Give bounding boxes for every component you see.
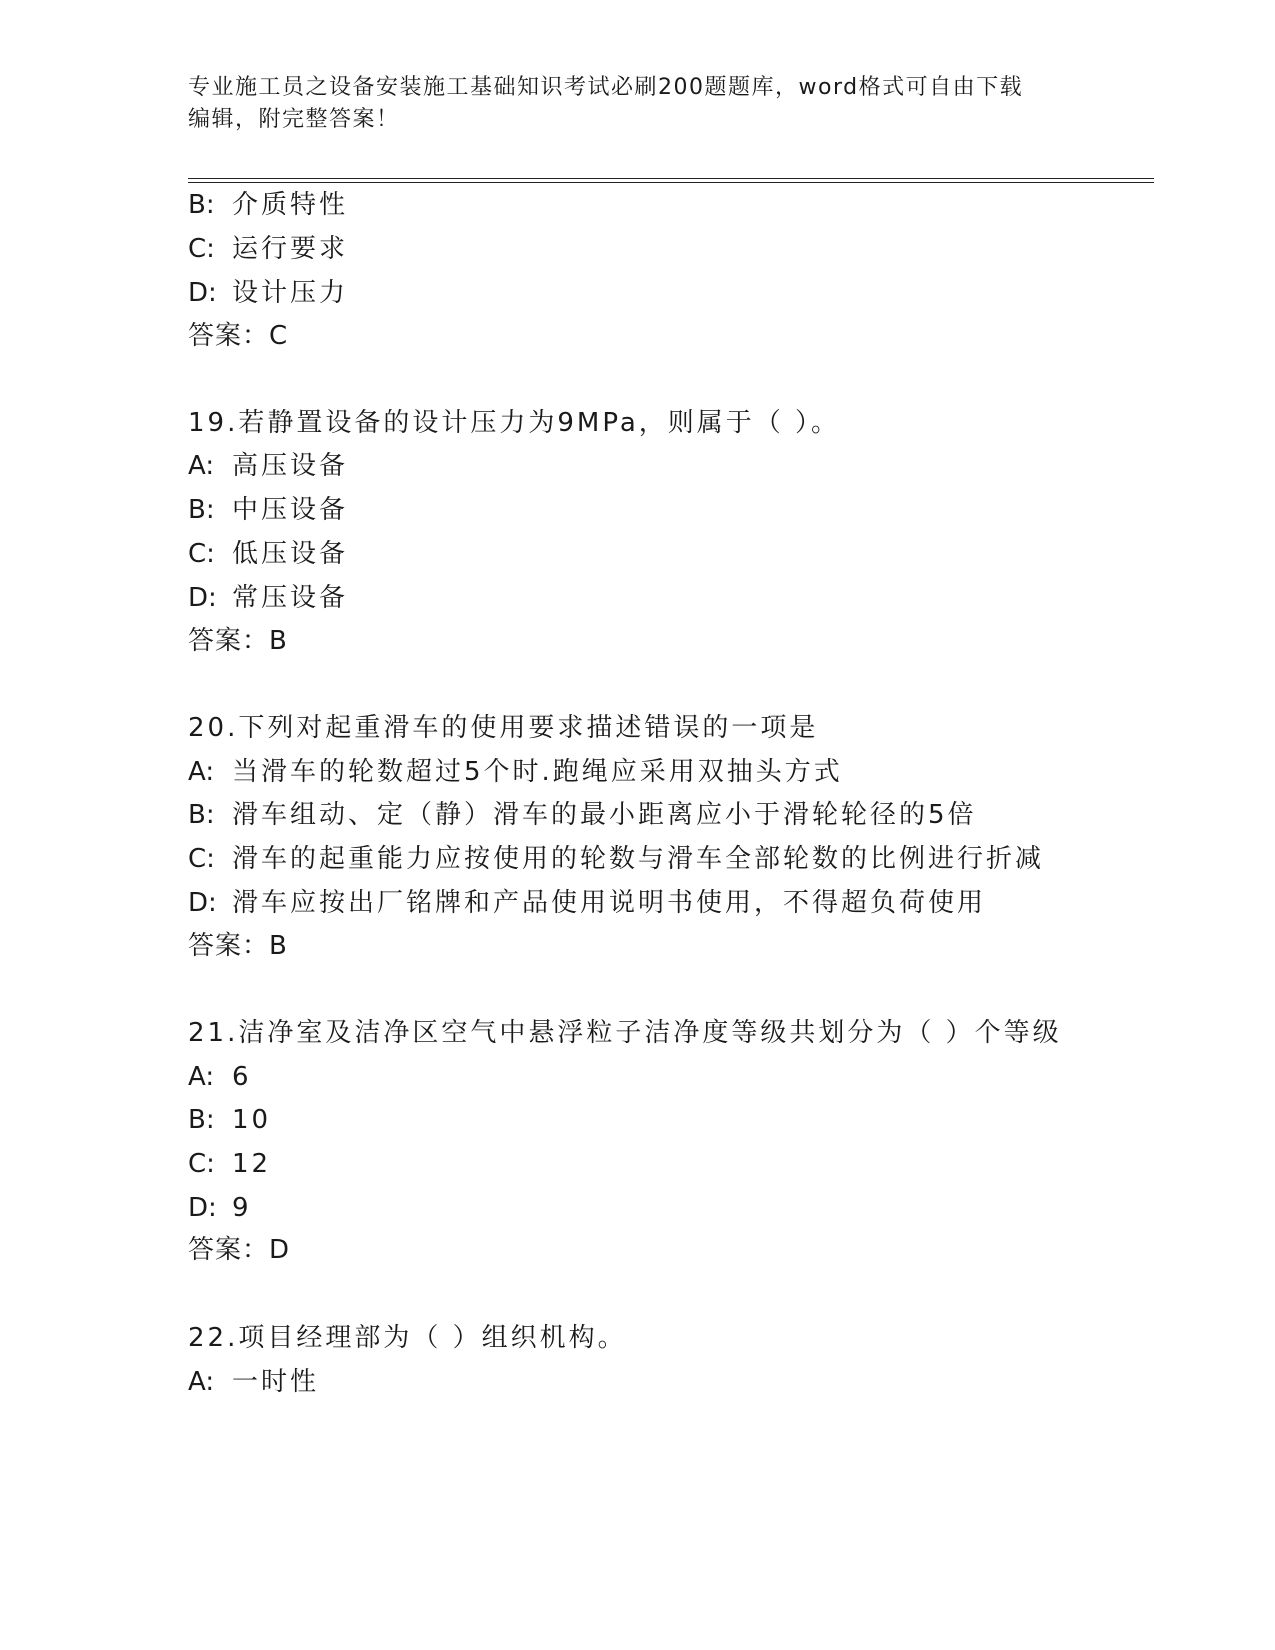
question-19-stem: 19.若静置设备的设计压力为9MPa，则属于（ ）。 (188, 408, 841, 438)
option-key: A: (188, 757, 215, 787)
option-text: 中压设备 (232, 495, 349, 525)
option-c (188, 839, 1044, 879)
option-d (188, 273, 348, 313)
option-key: B: (188, 190, 215, 220)
option-key: B: (188, 495, 215, 525)
option-text: 12 (232, 1149, 272, 1179)
option-b (188, 1100, 271, 1140)
option-c (188, 534, 348, 574)
option-text: 滑车组动、定（静）滑车的最小距离应小于滑轮轮径的5倍 (232, 800, 977, 830)
option-a (188, 446, 348, 486)
option-key: D: (188, 888, 217, 918)
answer-line: 答案：B (188, 931, 288, 961)
option-text: 9 (232, 1193, 252, 1223)
option-b (188, 490, 348, 530)
option-key: C: (188, 1149, 215, 1179)
option-text: 常压设备 (232, 583, 349, 613)
option-text: 6 (232, 1062, 252, 1092)
option-key: C: (188, 844, 215, 874)
option-key: B: (188, 800, 215, 830)
option-key: D: (188, 583, 217, 613)
document-header (188, 72, 1088, 136)
option-key: A: (188, 1367, 215, 1397)
option-key: B: (188, 1105, 215, 1135)
answer-line: 答案：C (188, 321, 289, 351)
option-text: 滑车应按出厂铭牌和产品使用说明书使用，不得超负荷使用 (232, 888, 987, 918)
option-text: 设计压力 (232, 278, 349, 308)
question-22-stem: 22.项目经理部为（ ）组织机构。 (188, 1323, 627, 1353)
header-title-line-2: 编辑，附完整答案！ (188, 107, 400, 132)
option-c (188, 1144, 271, 1184)
header-divider-top (188, 178, 1154, 179)
option-a (188, 1057, 252, 1097)
option-d (188, 883, 986, 923)
question-21-stem: 21.洁净室及洁净区空气中悬浮粒子洁净度等级共划分为（ ）个等级 (188, 1018, 1062, 1048)
answer-line: 答案：B (188, 626, 288, 656)
option-key: C: (188, 234, 215, 264)
option-b (188, 185, 348, 225)
option-text: 一时性 (232, 1367, 320, 1397)
header-divider-bottom (188, 182, 1154, 183)
option-text: 介质特性 (232, 190, 349, 220)
option-text: 滑车的起重能力应按使用的轮数与滑车全部轮数的比例进行折减 (232, 844, 1045, 874)
option-key: D: (188, 278, 217, 308)
option-text: 运行要求 (232, 234, 349, 264)
option-b (188, 795, 977, 835)
option-key: D: (188, 1193, 217, 1223)
option-a (188, 1362, 319, 1402)
option-text: 10 (232, 1105, 272, 1135)
option-key: C: (188, 539, 215, 569)
option-text: 当滑车的轮数超过5个时.跑绳应采用双抽头方式 (232, 757, 843, 787)
option-key: A: (188, 451, 215, 481)
question-20-stem: 20.下列对起重滑车的使用要求描述错误的一项是 (188, 713, 819, 743)
answer-line: 答案：D (188, 1235, 291, 1265)
option-c (188, 229, 348, 269)
header-title-line-1: 专业施工员之设备安装施工基础知识考试必刷200题题库，word格式可自由下载 (188, 75, 1024, 100)
option-key: A: (188, 1062, 215, 1092)
option-a (188, 752, 843, 792)
option-d (188, 578, 348, 618)
option-text: 高压设备 (232, 451, 349, 481)
option-d (188, 1188, 252, 1228)
option-text: 低压设备 (232, 539, 349, 569)
